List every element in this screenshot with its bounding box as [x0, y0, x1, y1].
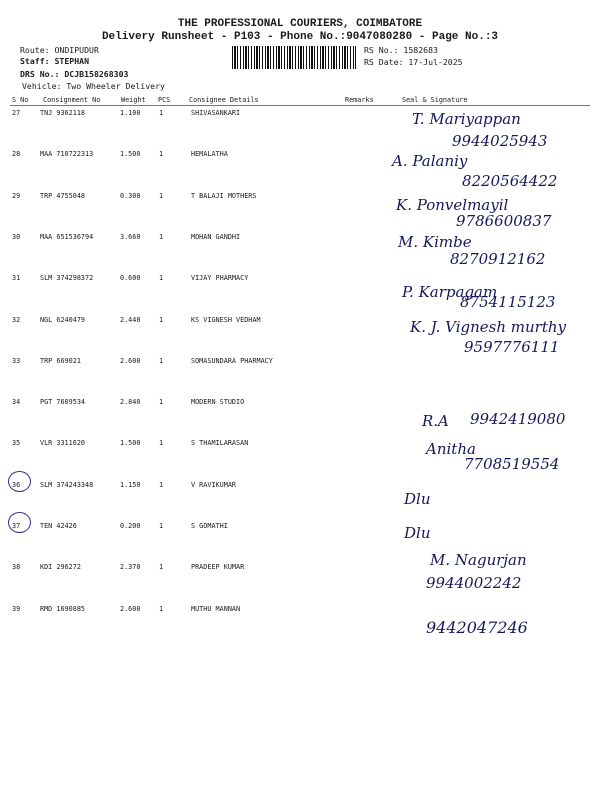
cell-weight: 2.600	[120, 605, 141, 613]
cell-consignment: MAA 710722313	[40, 150, 94, 158]
cell-sno: 36	[12, 481, 21, 489]
cell-weight: 1.100	[120, 109, 141, 117]
route-label: Route: ONDIPUDUR	[20, 45, 99, 55]
cell-pcs: 1	[159, 109, 164, 117]
cell-pcs: 1	[159, 605, 164, 613]
cell-weight: 2.840	[120, 398, 141, 406]
signature-handwriting: P. Karpagam	[402, 283, 498, 301]
cell-weight: 0.200	[120, 522, 141, 530]
phone-handwriting: 7708519554	[464, 455, 560, 473]
runsheet-title: Delivery Runsheet - P103 - Phone No.:9047080280 - Page No.:3	[101, 31, 499, 43]
col-signature: Seal & Signature	[402, 96, 468, 104]
rs-number: RS No.: 1582683	[364, 45, 438, 55]
cell-pcs: 1	[159, 316, 164, 324]
col-consignee: Consignee Details	[189, 96, 259, 104]
vehicle-label: Vehicle: Two Wheeler Delivery	[22, 81, 165, 91]
phone-handwriting: 8220564422	[462, 172, 558, 190]
cell-pcs: 1	[159, 398, 164, 406]
signature-handwriting: Anitha	[426, 440, 476, 458]
cell-weight: 2.370	[120, 563, 141, 571]
signature-handwriting: M. Nagurjan	[430, 551, 527, 569]
signature-handwriting: M. Kimbe	[398, 233, 472, 251]
phone-handwriting: 9944025943	[452, 132, 548, 150]
cell-consignee: MOHAN GANDHI	[191, 233, 241, 241]
phone-handwriting: 8754115123	[460, 293, 556, 311]
cell-consignment: PGT 7609534	[40, 398, 86, 406]
cell-consignment: SLM 374298372	[40, 274, 94, 282]
cell-consignee: S THAMILARASAN	[191, 439, 249, 447]
cell-weight: 1.500	[120, 439, 141, 447]
cell-sno: 29	[12, 192, 21, 200]
cell-consignee: PRADEEP KUMAR	[191, 563, 245, 571]
cell-consignee: HEMALATHA	[191, 150, 228, 158]
staff-label: Staff: STEPHAN	[20, 56, 90, 66]
cell-consignment: KDI 296272	[40, 563, 81, 571]
cell-consignee: V RAVIKUMAR	[191, 481, 237, 489]
cell-consignment: TRP 4755048	[40, 192, 86, 200]
cell-weight: 2.600	[120, 357, 141, 365]
rs-date: RS Date: 17-Jul-2025	[364, 57, 463, 67]
cell-consignee: KS VIGNESH VEDHAM	[191, 316, 261, 324]
cell-weight: 0.600	[120, 274, 141, 282]
cell-consignment: VLR 3311620	[40, 439, 86, 447]
col-pcs: PCS	[158, 96, 171, 104]
cell-weight: 1.500	[120, 150, 141, 158]
cell-pcs: 1	[159, 439, 164, 447]
cell-pcs: 1	[159, 522, 164, 530]
cell-sno: 27	[12, 109, 21, 117]
cell-pcs: 1	[159, 481, 164, 489]
cell-pcs: 1	[159, 357, 164, 365]
signature-handwriting: K. J. Vignesh murthy	[410, 318, 566, 336]
cell-sno: 34	[12, 398, 21, 406]
cell-weight: 3.660	[120, 233, 141, 241]
barcode-image	[232, 46, 356, 69]
cell-consignment: SLM 374243348	[40, 481, 94, 489]
cell-consignment: TRP 669021	[40, 357, 81, 365]
cell-consignment: NGL 6240479	[40, 316, 86, 324]
cell-consignment: MAA 651536794	[40, 233, 94, 241]
cell-consignment: TNJ 9362118	[40, 109, 86, 117]
cell-weight: 2.440	[120, 316, 141, 324]
signature-handwriting: R.A	[422, 412, 449, 430]
phone-handwriting: 9442047246	[426, 618, 528, 637]
col-consignment: Consignment No	[43, 96, 101, 104]
cell-sno: 33	[12, 357, 21, 365]
cell-consignee: MUTHU MANNAN	[191, 605, 241, 613]
cell-consignee: VIJAY PHARMACY	[191, 274, 249, 282]
drs-number: DRS No.: DCJB158268303	[20, 69, 129, 79]
phone-handwriting: 9786600837	[456, 212, 552, 230]
cell-sno: 28	[12, 150, 21, 158]
cell-consignment: RMD 1690885	[40, 605, 86, 613]
cell-consignee: SHIVASANKARI	[191, 109, 241, 117]
header-divider	[10, 105, 590, 106]
cell-sno: 35	[12, 439, 21, 447]
cell-sno: 30	[12, 233, 21, 241]
phone-handwriting: 9597776111	[464, 338, 560, 356]
cell-sno: 32	[12, 316, 21, 324]
cell-weight: 0.300	[120, 192, 141, 200]
company-title: THE PROFESSIONAL COURIERS, COIMBATORE	[177, 18, 423, 30]
cell-pcs: 1	[159, 233, 164, 241]
col-weight: Weight	[121, 96, 146, 104]
cell-consignee: SOMASUNDARA PHARMACY	[191, 357, 273, 365]
signature-handwriting: Dlu	[404, 490, 431, 508]
cell-weight: 1.150	[120, 481, 141, 489]
cell-sno: 37	[12, 522, 21, 530]
signature-handwriting: Dlu	[404, 524, 431, 542]
col-remarks: Remarks	[345, 96, 374, 104]
cell-consignee: T BALAJI MOTHERS	[191, 192, 257, 200]
cell-pcs: 1	[159, 274, 164, 282]
signature-handwriting: T. Mariyappan	[412, 110, 521, 128]
phone-handwriting: 9942419080	[470, 410, 566, 428]
circle-mark-36	[8, 471, 31, 492]
cell-pcs: 1	[159, 192, 164, 200]
cell-sno: 38	[12, 563, 21, 571]
cell-consignee: MODERN STUDIO	[191, 398, 245, 406]
phone-handwriting: 9944002242	[426, 574, 522, 592]
signature-handwriting: K. Ponvelmayil	[396, 196, 509, 214]
cell-consignment: TEN 42426	[40, 522, 77, 530]
phone-handwriting: 8270912162	[450, 250, 546, 268]
cell-pcs: 1	[159, 563, 164, 571]
cell-sno: 31	[12, 274, 21, 282]
cell-consignee: S GOMATHI	[191, 522, 228, 530]
circle-mark-37	[8, 512, 31, 533]
cell-sno: 39	[12, 605, 21, 613]
col-sno: S No	[12, 96, 29, 104]
signature-handwriting: A. Palaniy	[392, 152, 468, 170]
cell-pcs: 1	[159, 150, 164, 158]
